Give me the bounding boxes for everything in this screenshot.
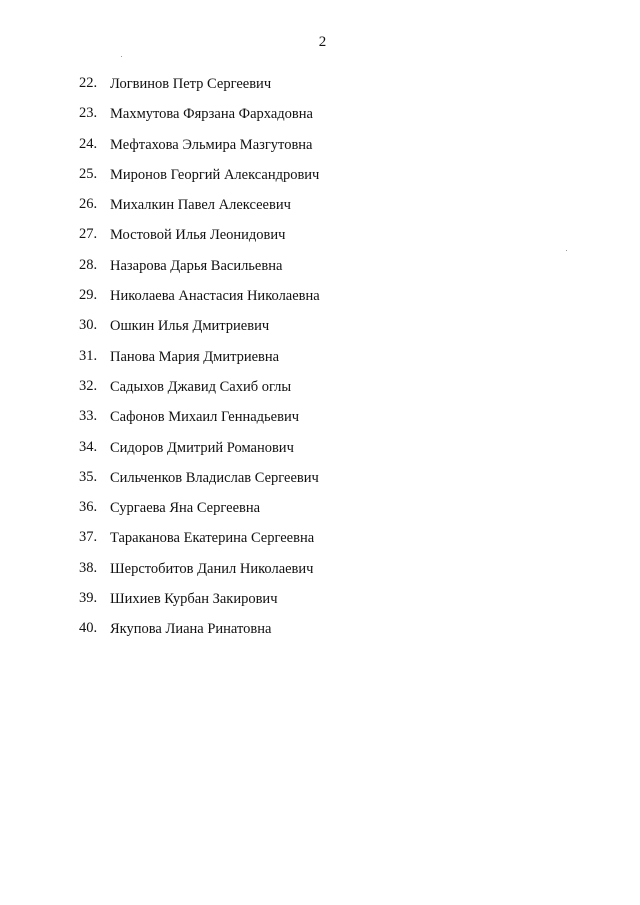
item-name: Мефтахова Эльмира Мазгутовна <box>110 136 313 153</box>
list-item <box>0 164 560 194</box>
item-number: 25. <box>79 165 98 182</box>
item-number: 36. <box>79 499 98 516</box>
item-number: 26. <box>79 196 98 213</box>
item-number: 27. <box>79 226 98 243</box>
list-item <box>0 376 560 406</box>
list-item <box>0 346 560 376</box>
item-name: Махмутова Фярзана Фархадовна <box>110 106 313 123</box>
list-item <box>0 224 560 254</box>
list-item <box>0 558 560 588</box>
item-number: 29. <box>79 287 98 304</box>
item-name: Мостовой Илья Леонидович <box>110 227 286 244</box>
item-name: Садыхов Джавид Сахиб оглы <box>110 378 292 395</box>
list-item <box>0 255 560 285</box>
item-number: 34. <box>79 438 98 455</box>
item-name: Ошкин Илья Дмитриевич <box>110 318 270 335</box>
item-name: Логвинов Петр Сергеевич <box>110 76 272 92</box>
item-name: Шихиев Курбан Закирович <box>110 591 278 608</box>
item-number: 39. <box>79 590 98 607</box>
list-item <box>0 618 560 648</box>
item-name: Николаева Анастасия Николаевна <box>110 288 320 305</box>
item-name: Сафонов Михаил Геннадьевич <box>110 409 299 426</box>
item-number: 40. <box>79 620 98 637</box>
list-item <box>0 103 560 133</box>
list-item <box>0 285 560 315</box>
item-name: Михалкин Павел Алексеевич <box>110 197 291 214</box>
list-item <box>0 497 560 527</box>
item-number: 37. <box>79 529 98 546</box>
item-name: Тараканова Екатерина Сергеевна <box>110 530 315 547</box>
item-name: Сургаева Яна Сергеевна <box>110 500 261 517</box>
item-number: 23. <box>79 105 98 122</box>
item-name: Якупова Лиана Ринатовна <box>110 621 272 638</box>
list-item <box>0 588 560 618</box>
scan-speck <box>566 250 567 251</box>
item-number: 22. <box>79 75 98 91</box>
list-item <box>0 73 560 103</box>
item-number: 30. <box>79 317 98 334</box>
list-item <box>0 437 560 467</box>
list-item <box>0 406 560 436</box>
list-item <box>0 315 560 345</box>
item-number: 38. <box>79 559 98 576</box>
list-item <box>0 134 560 164</box>
list-item <box>0 467 560 497</box>
item-number: 24. <box>79 135 98 152</box>
item-number: 33. <box>79 408 98 425</box>
item-name: Шерстобитов Данил Николаевич <box>110 560 314 577</box>
list-item <box>0 194 560 224</box>
item-number: 35. <box>79 468 98 485</box>
item-name: Миронов Георгий Александрович <box>110 166 320 183</box>
item-name: Сильченков Владислав Сергеевич <box>110 469 319 486</box>
item-number: 32. <box>79 377 98 394</box>
item-name: Панова Мария Дмитриевна <box>110 348 280 365</box>
list-item <box>0 527 560 557</box>
scan-speck <box>121 56 122 57</box>
item-name: Назарова Дарья Васильевна <box>110 257 283 274</box>
name-list <box>0 73 560 649</box>
page-number: 2 <box>318 34 327 50</box>
item-name: Сидоров Дмитрий Романович <box>110 439 294 456</box>
item-number: 31. <box>79 347 98 364</box>
item-number: 28. <box>79 256 98 273</box>
